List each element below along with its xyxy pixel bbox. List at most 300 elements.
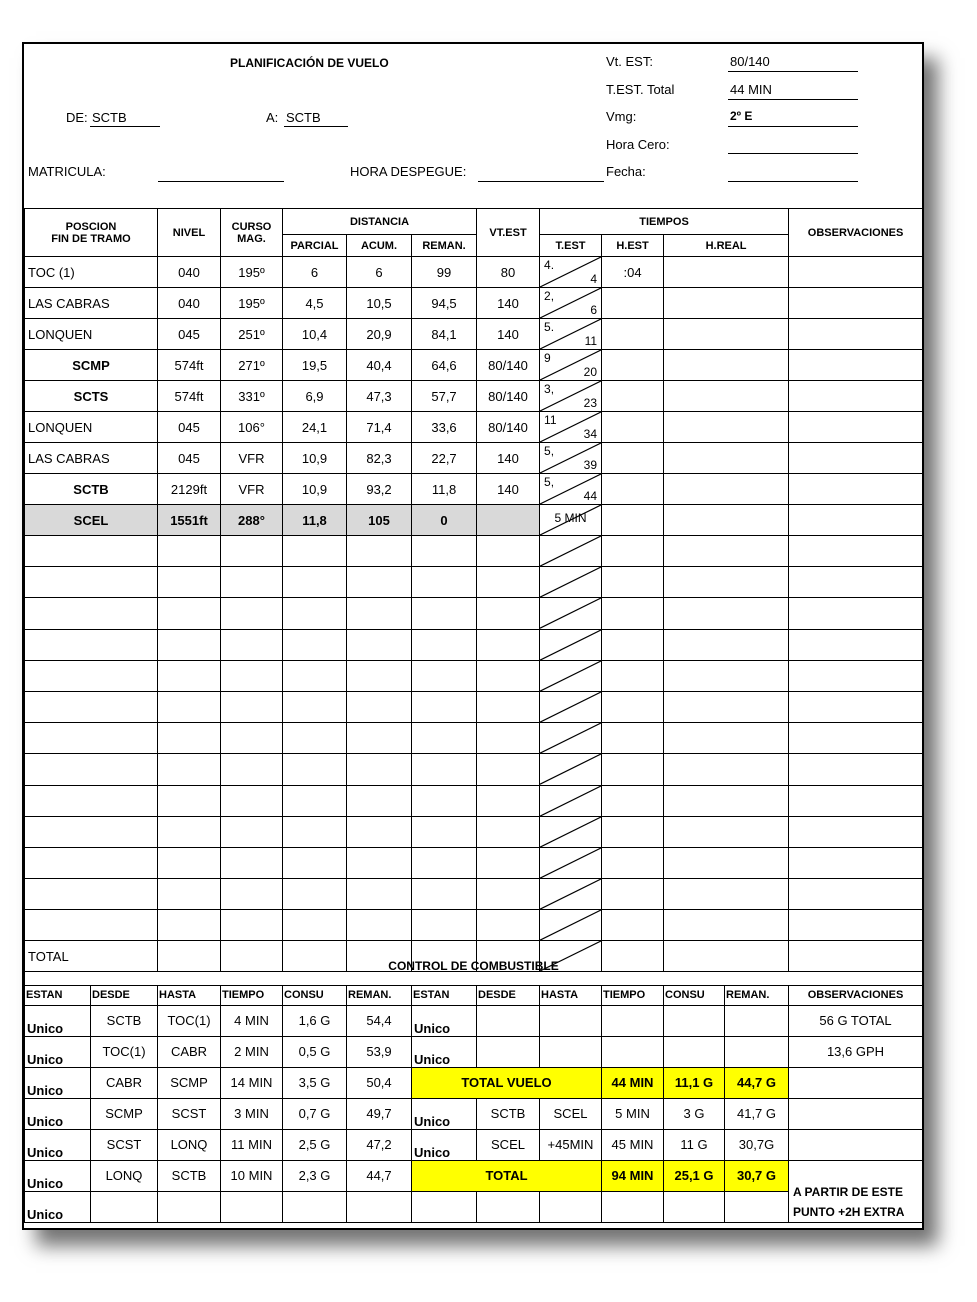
fuel-right-consu: 11 G bbox=[664, 1129, 725, 1160]
row-position: LAS CABRAS bbox=[25, 443, 158, 474]
fuel-right-desde: SCEL bbox=[477, 1129, 540, 1160]
row-t-est bbox=[540, 505, 602, 536]
fuel-right-empty[interactable] bbox=[540, 1005, 602, 1036]
empty-cell[interactable] bbox=[347, 785, 412, 816]
empty-cell[interactable] bbox=[477, 691, 540, 722]
fecha-field[interactable] bbox=[728, 181, 858, 182]
empty-cell[interactable] bbox=[25, 910, 158, 941]
empty-cell[interactable] bbox=[664, 536, 789, 567]
matricula-label: MATRICULA: bbox=[28, 164, 106, 179]
row-observaciones[interactable] bbox=[789, 350, 923, 381]
fuel-right-empty[interactable] bbox=[602, 1005, 664, 1036]
empty-cell[interactable] bbox=[221, 910, 283, 941]
row-parcial: 19,5 bbox=[283, 350, 347, 381]
empty-cell[interactable] bbox=[540, 879, 602, 910]
de-underline bbox=[90, 126, 160, 127]
empty-cell[interactable] bbox=[25, 691, 158, 722]
row-vt: 140 bbox=[477, 474, 540, 505]
row-parcial: 10,4 bbox=[283, 319, 347, 350]
fuel-header: CONSU bbox=[283, 985, 347, 1005]
diagonal-slash bbox=[540, 848, 601, 878]
row-observaciones[interactable] bbox=[789, 381, 923, 412]
row-h-est: :04 bbox=[602, 257, 664, 288]
row-reman: 94,5 bbox=[412, 288, 477, 319]
empty-cell[interactable] bbox=[25, 567, 158, 598]
empty-cell[interactable] bbox=[158, 629, 221, 660]
empty-cell[interactable] bbox=[664, 629, 789, 660]
empty-cell[interactable] bbox=[283, 754, 347, 785]
col-h-est: H.EST bbox=[602, 235, 664, 257]
fuel-reman: 47,2 bbox=[347, 1129, 412, 1160]
empty-cell[interactable] bbox=[283, 879, 347, 910]
fuel-desde: LONQ bbox=[91, 1160, 158, 1191]
empty-cell[interactable] bbox=[347, 660, 412, 691]
empty-cell[interactable] bbox=[412, 785, 477, 816]
t-est-total: 5 MIN bbox=[554, 511, 587, 525]
fuel-right-estan: Unico bbox=[412, 1129, 477, 1160]
col-curso: CURSO MAG. bbox=[221, 209, 283, 257]
empty-cell[interactable] bbox=[25, 816, 158, 847]
fuel-title: CONTROL DE COMBUSTIBLE bbox=[25, 947, 923, 985]
empty-cell[interactable] bbox=[25, 754, 158, 785]
empty-cell[interactable] bbox=[412, 754, 477, 785]
t-est-cumulative: 6 bbox=[590, 303, 598, 317]
row-curso: 106° bbox=[221, 412, 283, 443]
hora-despegue-field[interactable] bbox=[478, 181, 604, 182]
fuel-right-empty[interactable] bbox=[725, 1005, 789, 1036]
empty-cell[interactable] bbox=[158, 754, 221, 785]
row-vt: 140 bbox=[477, 443, 540, 474]
row-parcial: 10,9 bbox=[283, 443, 347, 474]
fuel-desde: SCTB bbox=[91, 1005, 158, 1036]
empty-cell[interactable] bbox=[158, 847, 221, 878]
empty-cell[interactable] bbox=[221, 567, 283, 598]
empty-cell[interactable] bbox=[158, 816, 221, 847]
empty-cell[interactable] bbox=[664, 847, 789, 878]
empty-cell[interactable] bbox=[789, 785, 923, 816]
empty-cell[interactable] bbox=[221, 660, 283, 691]
fuel-right-empty[interactable] bbox=[412, 1191, 477, 1222]
empty-cell[interactable] bbox=[540, 629, 602, 660]
empty-cell[interactable] bbox=[789, 629, 923, 660]
empty-cell[interactable] bbox=[158, 691, 221, 722]
empty-cell[interactable] bbox=[221, 691, 283, 722]
row-h-real[interactable] bbox=[664, 350, 789, 381]
empty-cell[interactable] bbox=[789, 847, 923, 878]
row-nivel: 045 bbox=[158, 412, 221, 443]
empty-cell[interactable] bbox=[25, 598, 158, 629]
plan-row-empty bbox=[25, 629, 923, 660]
t-est-total-underline bbox=[728, 99, 858, 100]
fuel-consu: 3,5 G bbox=[283, 1067, 347, 1098]
row-h-real[interactable] bbox=[664, 319, 789, 350]
flight-plan-sheet bbox=[22, 42, 924, 1230]
row-reman: 0 bbox=[412, 505, 477, 536]
total-label: TOTAL bbox=[25, 941, 158, 972]
empty-cell[interactable] bbox=[25, 723, 158, 754]
fuel-reman: 53,9 bbox=[347, 1036, 412, 1067]
empty-cell[interactable] bbox=[789, 910, 923, 941]
empty-cell[interactable] bbox=[664, 754, 789, 785]
row-position: LONQUEN bbox=[25, 319, 158, 350]
empty-cell[interactable] bbox=[602, 879, 664, 910]
empty-cell[interactable] bbox=[477, 879, 540, 910]
empty-cell[interactable] bbox=[412, 723, 477, 754]
empty-cell[interactable] bbox=[412, 910, 477, 941]
empty-cell[interactable] bbox=[221, 723, 283, 754]
fuel-header: TIEMPO bbox=[221, 985, 283, 1005]
empty-cell[interactable] bbox=[347, 910, 412, 941]
row-acum: 71,4 bbox=[347, 412, 412, 443]
empty-cell[interactable] bbox=[664, 567, 789, 598]
matricula-field[interactable] bbox=[158, 181, 284, 182]
empty-cell[interactable] bbox=[158, 785, 221, 816]
empty-cell[interactable] bbox=[477, 629, 540, 660]
row-vt: 80/140 bbox=[477, 412, 540, 443]
diagonal-slash bbox=[540, 910, 601, 940]
empty-cell[interactable] bbox=[283, 723, 347, 754]
col-t-est: T.EST bbox=[540, 235, 602, 257]
de-label: DE: bbox=[66, 110, 88, 125]
fuel-obs[interactable] bbox=[789, 1129, 923, 1160]
hora-cero-field[interactable] bbox=[728, 153, 858, 154]
empty-cell[interactable] bbox=[221, 598, 283, 629]
empty-cell[interactable] bbox=[412, 598, 477, 629]
empty-cell[interactable] bbox=[283, 691, 347, 722]
empty-cell[interactable] bbox=[664, 816, 789, 847]
empty-cell[interactable] bbox=[540, 567, 602, 598]
plan-row bbox=[25, 288, 923, 319]
row-pos: SCEL bbox=[25, 505, 158, 536]
fuel-right-empty[interactable] bbox=[477, 1036, 540, 1067]
empty-cell[interactable] bbox=[789, 598, 923, 629]
empty-cell[interactable] bbox=[540, 910, 602, 941]
empty-cell[interactable] bbox=[602, 536, 664, 567]
row-h-est bbox=[602, 319, 664, 350]
row-empty-cell[interactable] bbox=[602, 505, 664, 536]
col-nivel: NIVEL bbox=[158, 209, 221, 257]
empty-cell[interactable] bbox=[158, 879, 221, 910]
fuel-right-consu: 3 G bbox=[664, 1098, 725, 1129]
empty-cell[interactable] bbox=[158, 598, 221, 629]
fuel-hasta: SCST bbox=[158, 1098, 221, 1129]
empty-cell[interactable] bbox=[664, 598, 789, 629]
empty-cell[interactable] bbox=[789, 816, 923, 847]
empty-cell[interactable] bbox=[158, 910, 221, 941]
row-h-real[interactable] bbox=[664, 288, 789, 319]
fuel-right-empty[interactable] bbox=[540, 1191, 602, 1222]
row-h-real[interactable] bbox=[664, 474, 789, 505]
empty-cell[interactable] bbox=[283, 847, 347, 878]
empty-cell[interactable] bbox=[347, 567, 412, 598]
empty-cell[interactable] bbox=[221, 754, 283, 785]
empty-cell[interactable] bbox=[25, 629, 158, 660]
empty-cell[interactable] bbox=[477, 567, 540, 598]
empty-cell[interactable] bbox=[25, 847, 158, 878]
row-position: LAS CABRAS bbox=[25, 288, 158, 319]
empty-cell[interactable] bbox=[347, 598, 412, 629]
fuel-right-empty[interactable] bbox=[602, 1191, 664, 1222]
empty-cell[interactable] bbox=[347, 536, 412, 567]
empty-cell[interactable] bbox=[412, 816, 477, 847]
fuel-right-empty[interactable] bbox=[540, 1036, 602, 1067]
row-parcial: 11,8 bbox=[283, 505, 347, 536]
row-h-est bbox=[602, 381, 664, 412]
fuel-obs[interactable] bbox=[789, 1067, 923, 1098]
empty-cell[interactable] bbox=[477, 816, 540, 847]
row-parcial: 10,9 bbox=[283, 474, 347, 505]
row-h-real[interactable] bbox=[664, 443, 789, 474]
empty-cell[interactable] bbox=[540, 660, 602, 691]
row-t-est bbox=[540, 350, 602, 381]
col-vt-est: VT.EST bbox=[477, 209, 540, 257]
empty-cell[interactable] bbox=[540, 691, 602, 722]
t-est-partial: 5, bbox=[544, 475, 555, 489]
t-est-cumulative: 34 bbox=[583, 427, 598, 441]
empty-cell[interactable] bbox=[347, 816, 412, 847]
fuel-desde bbox=[91, 1191, 158, 1222]
fuel-header: HASTA bbox=[158, 985, 221, 1005]
empty-cell[interactable] bbox=[221, 629, 283, 660]
empty-cell[interactable] bbox=[540, 754, 602, 785]
empty-cell[interactable] bbox=[221, 536, 283, 567]
empty-cell[interactable] bbox=[789, 723, 923, 754]
row-empty-cell[interactable] bbox=[664, 505, 789, 536]
empty-cell[interactable] bbox=[540, 723, 602, 754]
t-est-partial: 4. bbox=[544, 258, 555, 272]
empty-cell[interactable] bbox=[664, 785, 789, 816]
row-t-est bbox=[540, 257, 602, 288]
row-observaciones[interactable] bbox=[789, 319, 923, 350]
fuel-right-empty[interactable] bbox=[725, 1191, 789, 1222]
empty-cell[interactable] bbox=[602, 629, 664, 660]
empty-cell[interactable] bbox=[477, 754, 540, 785]
empty-cell[interactable] bbox=[664, 723, 789, 754]
fuel-obs[interactable] bbox=[789, 1098, 923, 1129]
fuel-control-table bbox=[24, 947, 923, 1223]
empty-cell[interactable] bbox=[412, 629, 477, 660]
empty-cell[interactable] bbox=[540, 847, 602, 878]
empty-cell[interactable] bbox=[664, 691, 789, 722]
empty-cell[interactable] bbox=[664, 910, 789, 941]
empty-cell[interactable] bbox=[602, 754, 664, 785]
empty-cell[interactable] bbox=[477, 536, 540, 567]
empty-cell[interactable] bbox=[477, 598, 540, 629]
fuel-reman: 50,4 bbox=[347, 1067, 412, 1098]
row-nivel: 2129ft bbox=[158, 474, 221, 505]
fuel-hasta: TOC(1) bbox=[158, 1005, 221, 1036]
empty-cell[interactable] bbox=[221, 879, 283, 910]
empty-cell[interactable] bbox=[221, 785, 283, 816]
vmg-underline bbox=[728, 126, 858, 127]
empty-cell[interactable] bbox=[412, 691, 477, 722]
row-vt: 140 bbox=[477, 319, 540, 350]
row-observaciones[interactable] bbox=[789, 412, 923, 443]
diagonal-slash bbox=[540, 598, 601, 628]
row-observaciones[interactable] bbox=[789, 474, 923, 505]
diagonal-slash bbox=[540, 723, 601, 753]
fuel-header: TIEMPO bbox=[602, 985, 664, 1005]
row-h-real[interactable] bbox=[664, 412, 789, 443]
fuel-right-tiempo: 5 MIN bbox=[602, 1098, 664, 1129]
fuel-reman: 54,4 bbox=[347, 1005, 412, 1036]
empty-cell[interactable] bbox=[789, 754, 923, 785]
plan-row-empty bbox=[25, 816, 923, 847]
row-vt: 80/140 bbox=[477, 350, 540, 381]
plan-row-empty bbox=[25, 598, 923, 629]
fuel-row bbox=[25, 1067, 923, 1098]
row-vt: 80 bbox=[477, 257, 540, 288]
plan-row bbox=[25, 412, 923, 443]
fuel-header: REMAN. bbox=[347, 985, 412, 1005]
empty-cell[interactable] bbox=[158, 536, 221, 567]
row-parcial: 6 bbox=[283, 257, 347, 288]
empty-cell[interactable] bbox=[221, 847, 283, 878]
empty-cell[interactable] bbox=[602, 598, 664, 629]
row-nivel: 574ft bbox=[158, 381, 221, 412]
hora-despegue-label: HORA DESPEGUE: bbox=[350, 164, 467, 179]
empty-cell[interactable] bbox=[477, 660, 540, 691]
empty-cell[interactable] bbox=[664, 879, 789, 910]
empty-cell[interactable] bbox=[412, 879, 477, 910]
plan-row-empty bbox=[25, 754, 923, 785]
empty-cell[interactable] bbox=[477, 847, 540, 878]
row-empty-cell[interactable] bbox=[789, 505, 923, 536]
fuel-reman: 44,7 bbox=[347, 1160, 412, 1191]
fuel-tiempo: 3 MIN bbox=[221, 1098, 283, 1129]
flight-plan-table bbox=[24, 208, 923, 972]
fuel-right-tiempo: 45 MIN bbox=[602, 1129, 664, 1160]
empty-cell[interactable] bbox=[412, 567, 477, 598]
empty-cell[interactable] bbox=[347, 754, 412, 785]
row-observaciones[interactable] bbox=[789, 288, 923, 319]
t-est-cumulative: 44 bbox=[583, 489, 598, 503]
empty-cell[interactable] bbox=[158, 723, 221, 754]
fuel-desde: SCMP bbox=[91, 1098, 158, 1129]
empty-cell[interactable] bbox=[283, 567, 347, 598]
col-posicion: POSCION FIN DE TRAMO bbox=[25, 209, 158, 257]
fuel-row bbox=[25, 1098, 923, 1129]
plan-row-empty bbox=[25, 536, 923, 567]
row-h-real[interactable] bbox=[664, 381, 789, 412]
t-est-partial: 2, bbox=[544, 289, 555, 303]
empty-cell[interactable] bbox=[221, 816, 283, 847]
plan-row-empty bbox=[25, 691, 923, 722]
row-nivel: 045 bbox=[158, 443, 221, 474]
fuel-right-empty[interactable] bbox=[664, 1036, 725, 1067]
fuel-consu: 0,7 G bbox=[283, 1098, 347, 1129]
fuel-right-empty[interactable] bbox=[664, 1191, 725, 1222]
fuel-right-empty[interactable] bbox=[477, 1005, 540, 1036]
empty-cell[interactable] bbox=[540, 816, 602, 847]
fuel-consu bbox=[283, 1191, 347, 1222]
row-t-est bbox=[540, 474, 602, 505]
fuel-header: ESTAN bbox=[412, 985, 477, 1005]
fuel-header: ESTAN bbox=[25, 985, 91, 1005]
empty-cell[interactable] bbox=[602, 691, 664, 722]
empty-cell[interactable] bbox=[283, 660, 347, 691]
empty-cell[interactable] bbox=[25, 660, 158, 691]
empty-cell[interactable] bbox=[477, 785, 540, 816]
row-curso: 251º bbox=[221, 319, 283, 350]
empty-cell[interactable] bbox=[25, 785, 158, 816]
empty-cell[interactable] bbox=[540, 598, 602, 629]
row-curso: 271º bbox=[221, 350, 283, 381]
fuel-header: DESDE bbox=[477, 985, 540, 1005]
t-est-partial: 3, bbox=[544, 382, 555, 396]
empty-cell[interactable] bbox=[602, 723, 664, 754]
empty-cell[interactable] bbox=[283, 536, 347, 567]
empty-cell[interactable] bbox=[602, 816, 664, 847]
empty-cell[interactable] bbox=[283, 629, 347, 660]
empty-cell[interactable] bbox=[540, 785, 602, 816]
row-t-est bbox=[540, 319, 602, 350]
row-position: LONQUEN bbox=[25, 412, 158, 443]
row-position: SCTB bbox=[25, 474, 158, 505]
empty-cell[interactable] bbox=[477, 910, 540, 941]
empty-cell[interactable] bbox=[347, 723, 412, 754]
empty-cell[interactable] bbox=[602, 910, 664, 941]
empty-cell[interactable] bbox=[477, 723, 540, 754]
empty-cell[interactable] bbox=[25, 879, 158, 910]
empty-cell[interactable] bbox=[789, 536, 923, 567]
row-t-est bbox=[540, 381, 602, 412]
empty-cell[interactable] bbox=[283, 816, 347, 847]
empty-cell[interactable] bbox=[412, 660, 477, 691]
row-h-real[interactable] bbox=[664, 257, 789, 288]
row-nivel: 045 bbox=[158, 319, 221, 350]
empty-cell[interactable] bbox=[347, 879, 412, 910]
empty-cell[interactable] bbox=[347, 691, 412, 722]
row-acum: 47,3 bbox=[347, 381, 412, 412]
empty-cell[interactable] bbox=[283, 910, 347, 941]
fuel-right-empty[interactable] bbox=[725, 1036, 789, 1067]
fuel-right-empty[interactable] bbox=[477, 1191, 540, 1222]
total-vuelo-label: TOTAL VUELO bbox=[412, 1067, 602, 1098]
fuel-consu: 1,6 G bbox=[283, 1005, 347, 1036]
empty-cell[interactable] bbox=[283, 598, 347, 629]
diagonal-slash bbox=[540, 630, 601, 660]
empty-cell[interactable] bbox=[602, 567, 664, 598]
empty-cell[interactable] bbox=[789, 660, 923, 691]
row-observaciones[interactable] bbox=[789, 257, 923, 288]
empty-cell[interactable] bbox=[602, 785, 664, 816]
empty-cell[interactable] bbox=[540, 536, 602, 567]
row-observaciones[interactable] bbox=[789, 443, 923, 474]
empty-cell[interactable] bbox=[789, 691, 923, 722]
empty-cell[interactable] bbox=[789, 567, 923, 598]
fuel-row bbox=[25, 1160, 923, 1191]
empty-cell[interactable] bbox=[347, 847, 412, 878]
a-underline bbox=[284, 126, 348, 127]
empty-cell[interactable] bbox=[158, 660, 221, 691]
empty-cell[interactable] bbox=[602, 660, 664, 691]
empty-cell[interactable] bbox=[664, 660, 789, 691]
empty-cell[interactable] bbox=[347, 629, 412, 660]
empty-cell[interactable] bbox=[602, 847, 664, 878]
fuel-right-empty[interactable] bbox=[664, 1005, 725, 1036]
fuel-reman bbox=[347, 1191, 412, 1222]
fuel-row bbox=[25, 1129, 923, 1160]
fuel-right-empty[interactable] bbox=[602, 1036, 664, 1067]
empty-cell[interactable] bbox=[412, 536, 477, 567]
empty-cell[interactable] bbox=[412, 847, 477, 878]
empty-cell[interactable] bbox=[789, 879, 923, 910]
empty-cell[interactable] bbox=[283, 785, 347, 816]
plan-row bbox=[25, 319, 923, 350]
empty-cell[interactable] bbox=[158, 567, 221, 598]
empty-cell[interactable] bbox=[25, 536, 158, 567]
